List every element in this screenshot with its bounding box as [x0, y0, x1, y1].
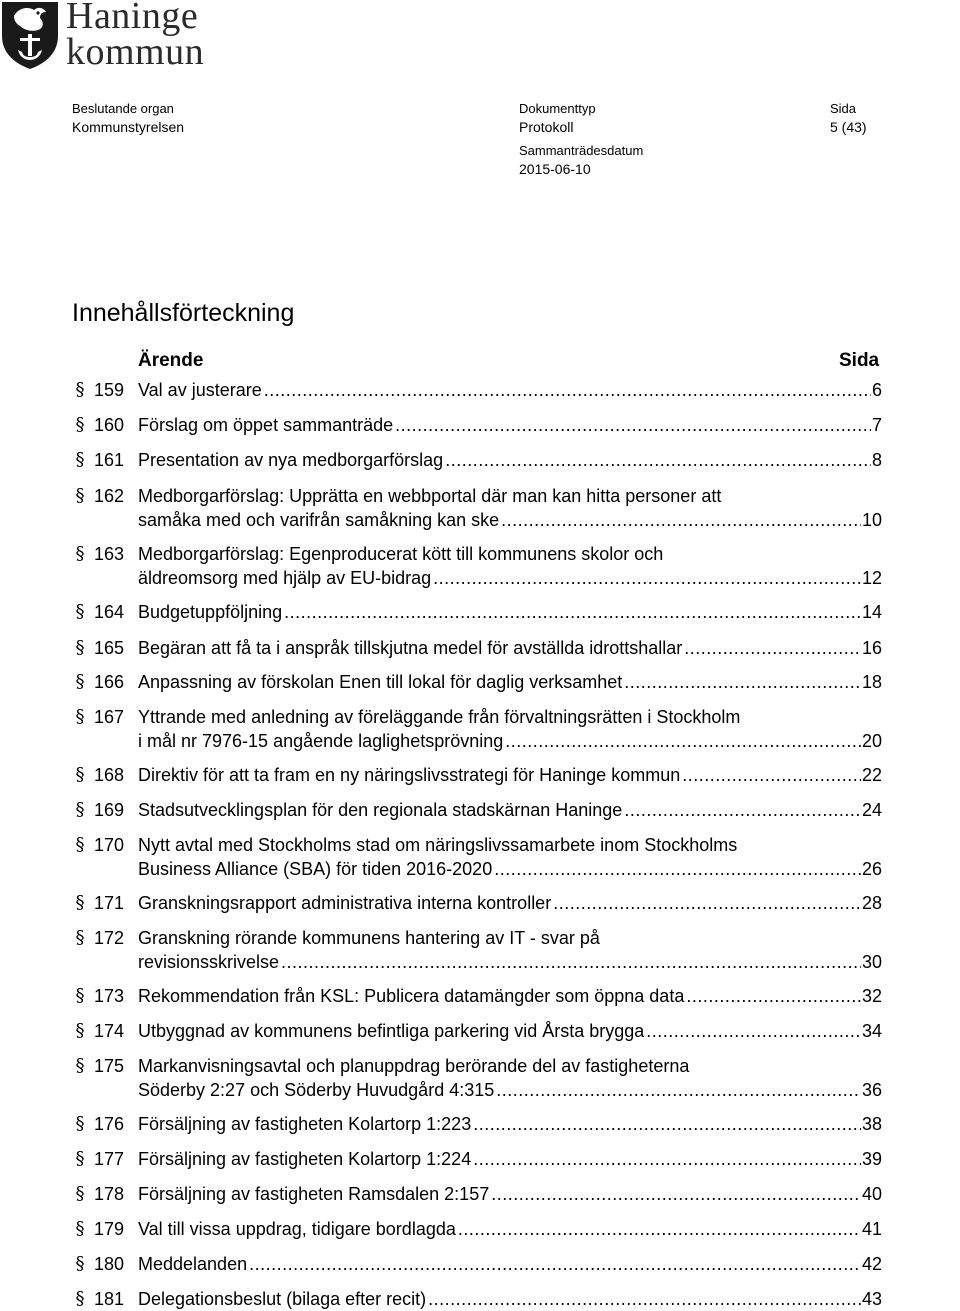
- toc-entry-page: 39: [861, 1149, 882, 1169]
- toc-entry[interactable]: [0, 1217, 960, 1241]
- section-symbol: §: [75, 1148, 85, 1169]
- toc-entry-page: 41: [861, 1219, 882, 1239]
- toc-entry-number: 161: [93, 450, 124, 470]
- section-symbol: §: [75, 1218, 85, 1239]
- toc-entry-page: 6: [871, 380, 882, 400]
- toc-entry-page: 38: [861, 1114, 882, 1134]
- date-block: [519, 142, 643, 178]
- toc-entry-page: 12: [861, 568, 882, 588]
- toc-entry-title: Business Alliance (SBA) för tiden 2016-2020: [138, 859, 493, 879]
- toc-entry-number: 176: [93, 1114, 124, 1134]
- toc-entry-title: Granskning rörande kommunens hantering av IT - svar på: [138, 928, 600, 948]
- section-symbol: §: [75, 1020, 85, 1041]
- toc-entry[interactable]: [0, 636, 960, 660]
- page-block: [830, 100, 867, 136]
- logo-line1: Haninge: [66, 0, 199, 37]
- toc-entry-page: 20: [861, 731, 882, 751]
- toc-entry-number: 180: [93, 1254, 124, 1274]
- toc-entry-page: 18: [861, 672, 882, 692]
- toc-entry[interactable]: [0, 484, 960, 532]
- toc-entry-title: Markanvisningsavtal och planuppdrag berörande del av fastigheterna: [138, 1056, 690, 1076]
- toc-entry-title: Anpassning av förskolan Enen till lokal för daglig verksamhet: [138, 672, 623, 692]
- section-symbol: §: [75, 414, 85, 435]
- toc-entry-title: Rekommendation från KSL: Publicera datamängder som öppna data: [138, 986, 685, 1006]
- toc-entry-title: Granskningsrapport administrativa interna kontroller: [138, 893, 552, 913]
- section-symbol: §: [75, 834, 85, 855]
- date-value: 2015-06-10: [519, 161, 591, 177]
- toc-entry-page: 32: [861, 986, 882, 1006]
- logo-line2: kommun: [66, 31, 205, 73]
- toc-entry-title: Yttrande med anledning av föreläggande från förvaltningsrätten i Stockholm: [138, 707, 741, 727]
- toc-entry-page: 30: [861, 952, 882, 972]
- toc-entry-number: 181: [93, 1289, 124, 1309]
- toc-entry[interactable]: [0, 542, 960, 590]
- toc-entry-number: 162: [93, 486, 124, 506]
- toc-entry-number: 159: [93, 380, 124, 400]
- coat-of-arms-icon: [0, 0, 60, 70]
- toc-entry-title: Stadsutvecklingsplan för den regionala stadskärnan Haninge: [138, 800, 623, 820]
- toc-entry-page: 28: [861, 893, 882, 913]
- toc-entry[interactable]: [0, 1019, 960, 1043]
- toc-entry[interactable]: [0, 413, 960, 437]
- toc-entry-title: Förslag om öppet sammanträde: [138, 415, 394, 435]
- section-symbol: §: [75, 379, 85, 400]
- dot-leader: [473, 1147, 861, 1171]
- toc-entry[interactable]: [0, 378, 960, 402]
- toc-entry-title: Försäljning av fastigheten Kolartorp 1:224: [138, 1149, 472, 1169]
- doctype-block: [519, 100, 596, 136]
- toc-entry[interactable]: [0, 1252, 960, 1276]
- toc-entry-page: 22: [861, 765, 882, 785]
- section-symbol: §: [75, 764, 85, 785]
- dot-leader: [458, 1217, 861, 1241]
- dot-leader: [686, 984, 861, 1008]
- toc-entry-number: 166: [93, 672, 124, 692]
- toc-entry-number: 165: [93, 638, 124, 658]
- toc-entry-page: 42: [861, 1254, 882, 1274]
- dot-leader: [505, 729, 861, 753]
- section-symbol: §: [75, 485, 85, 506]
- toc-entry[interactable]: [0, 1182, 960, 1206]
- dot-leader: [684, 636, 861, 660]
- toc-entry-page: 43: [861, 1289, 882, 1309]
- section-symbol: §: [75, 985, 85, 1006]
- dot-leader: [473, 1112, 861, 1136]
- doctype-label: Dokumenttyp: [519, 101, 596, 116]
- toc-entry[interactable]: [0, 763, 960, 787]
- toc-entry[interactable]: [0, 1054, 960, 1102]
- toc-entry[interactable]: [0, 1287, 960, 1311]
- toc-column-item: Ärende: [138, 350, 204, 371]
- toc-entry-title: äldreomsorg med hjälp av EU-bidrag: [138, 568, 432, 588]
- toc-entry-number: 167: [93, 707, 124, 727]
- dot-leader: [281, 950, 861, 974]
- haninge-logo: [0, 0, 230, 75]
- toc-entry[interactable]: [0, 798, 960, 822]
- toc-entry-page: 34: [861, 1021, 882, 1041]
- toc-entry-title: Söderby 2:27 och Söderby Huvudgård 4:315: [138, 1080, 495, 1100]
- toc-entry-title: Försäljning av fastigheten Ramsdalen 2:157: [138, 1184, 490, 1204]
- dot-leader: [496, 1078, 861, 1102]
- toc-title: Innehållsförteckning: [72, 299, 295, 327]
- toc-entry-title: Medborgarförslag: Upprätta en webbportal där man kan hitta personer att: [138, 486, 722, 506]
- toc-entry[interactable]: [0, 705, 960, 753]
- toc-column-page: Sida: [839, 350, 880, 371]
- toc-entry[interactable]: [0, 926, 960, 974]
- section-symbol: §: [75, 1113, 85, 1134]
- toc-entry[interactable]: [0, 600, 960, 624]
- toc-entry-title: Delegationsbeslut (bilaga efter recit): [138, 1289, 427, 1309]
- section-symbol: §: [75, 637, 85, 658]
- toc-entry-title: revisionsskrivelse: [138, 952, 280, 972]
- toc-entry-number: 174: [93, 1021, 124, 1041]
- toc-entry-title: Meddelanden: [138, 1254, 248, 1274]
- section-symbol: §: [75, 706, 85, 727]
- section-symbol: §: [75, 601, 85, 622]
- dot-leader: [553, 891, 861, 915]
- toc-entry-number: 171: [93, 893, 124, 913]
- toc-entry-number: 170: [93, 835, 124, 855]
- dot-leader: [445, 448, 871, 472]
- dot-leader: [494, 857, 861, 881]
- toc-entry-page: 40: [861, 1184, 882, 1204]
- toc-entry-number: 163: [93, 544, 124, 564]
- dot-leader: [433, 566, 861, 590]
- toc-entry-title: Direktiv för att ta fram en ny näringslivsstrategi för Haninge kommun: [138, 765, 681, 785]
- toc-entry-page: 7: [871, 415, 882, 435]
- toc-entry-number: 175: [93, 1056, 124, 1076]
- section-symbol: §: [75, 449, 85, 470]
- organ-label: Beslutande organ: [72, 101, 174, 116]
- toc-entry-page: 14: [861, 602, 882, 622]
- toc-entry-page: 24: [861, 800, 882, 820]
- toc-entry-title: Medborgarförslag: Egenproducerat kött till kommunens skolor och: [138, 544, 664, 564]
- toc-entry[interactable]: [0, 1112, 960, 1136]
- section-symbol: §: [75, 1288, 85, 1309]
- dot-leader: [491, 1182, 861, 1206]
- toc-entry-number: 168: [93, 765, 124, 785]
- section-symbol: §: [75, 927, 85, 948]
- organ-value: Kommunstyrelsen: [72, 119, 185, 135]
- toc-entry-title: Presentation av nya medborgarförslag: [138, 450, 444, 470]
- toc-entry-title: Budgetuppföljning: [138, 602, 283, 622]
- toc-entry-page: 26: [861, 859, 882, 879]
- organ-block: [72, 100, 184, 136]
- section-symbol: §: [75, 671, 85, 692]
- toc-entry[interactable]: [0, 670, 960, 694]
- toc-entry[interactable]: [0, 984, 960, 1008]
- toc-entry-page: 36: [861, 1080, 882, 1100]
- toc-entry-title: Försäljning av fastigheten Kolartorp 1:223: [138, 1114, 472, 1134]
- toc-entry-number: 160: [93, 415, 124, 435]
- section-symbol: §: [75, 799, 85, 820]
- toc-entry-title: Val av justerare: [138, 380, 262, 400]
- section-symbol: §: [75, 543, 85, 564]
- date-label: Sammanträdesdatum: [519, 143, 644, 158]
- toc-entry-number: 172: [93, 928, 124, 948]
- dot-leader: [249, 1252, 861, 1276]
- dot-leader: [395, 413, 871, 437]
- page-label: Sida: [830, 101, 857, 116]
- dot-leader: [284, 600, 861, 624]
- section-symbol: §: [75, 1183, 85, 1204]
- toc-entry-page: 8: [871, 450, 882, 470]
- doctype-value: Protokoll: [519, 119, 574, 135]
- dot-leader: [624, 670, 861, 694]
- toc-entry[interactable]: [0, 833, 960, 881]
- dot-leader: [682, 763, 861, 787]
- toc-entry-number: 179: [93, 1219, 124, 1239]
- toc-entry-title: Val till vissa uppdrag, tidigare bordlagda: [138, 1219, 456, 1239]
- dot-leader: [646, 1019, 861, 1043]
- toc-entry-page: 10: [861, 510, 882, 530]
- toc-entry-title: samåka med och varifrån samåkning kan ske: [138, 510, 500, 530]
- toc-entry[interactable]: [0, 1147, 960, 1171]
- toc-entry-page: 16: [861, 638, 882, 658]
- toc-entry-title: Begäran att få ta i anspråk tillskjutna medel för avställda idrottshallar: [138, 638, 683, 658]
- toc-entry-number: 177: [93, 1149, 124, 1169]
- dot-leader: [428, 1287, 861, 1311]
- dot-leader: [624, 798, 861, 822]
- page-value: 5 (43): [830, 119, 867, 135]
- dot-leader: [501, 508, 861, 532]
- toc-entry-number: 164: [93, 602, 124, 622]
- toc-entry-title: Nytt avtal med Stockholms stad om näringslivssamarbete inom Stockholms: [138, 835, 738, 855]
- toc-entry[interactable]: [0, 448, 960, 472]
- section-symbol: §: [75, 892, 85, 913]
- section-symbol: §: [75, 1253, 85, 1274]
- toc-entry[interactable]: [0, 891, 960, 915]
- section-symbol: §: [75, 1055, 85, 1076]
- dot-leader: [264, 378, 871, 402]
- toc-entry-title: i mål nr 7976-15 angående laglighetsprövning: [138, 731, 504, 751]
- toc-entry-number: 178: [93, 1184, 124, 1204]
- toc-entry-title: Utbyggnad av kommunens befintliga parkering vid Årsta brygga: [138, 1021, 645, 1041]
- toc-entry-number: 169: [93, 800, 124, 820]
- toc-entry-number: 173: [93, 986, 124, 1006]
